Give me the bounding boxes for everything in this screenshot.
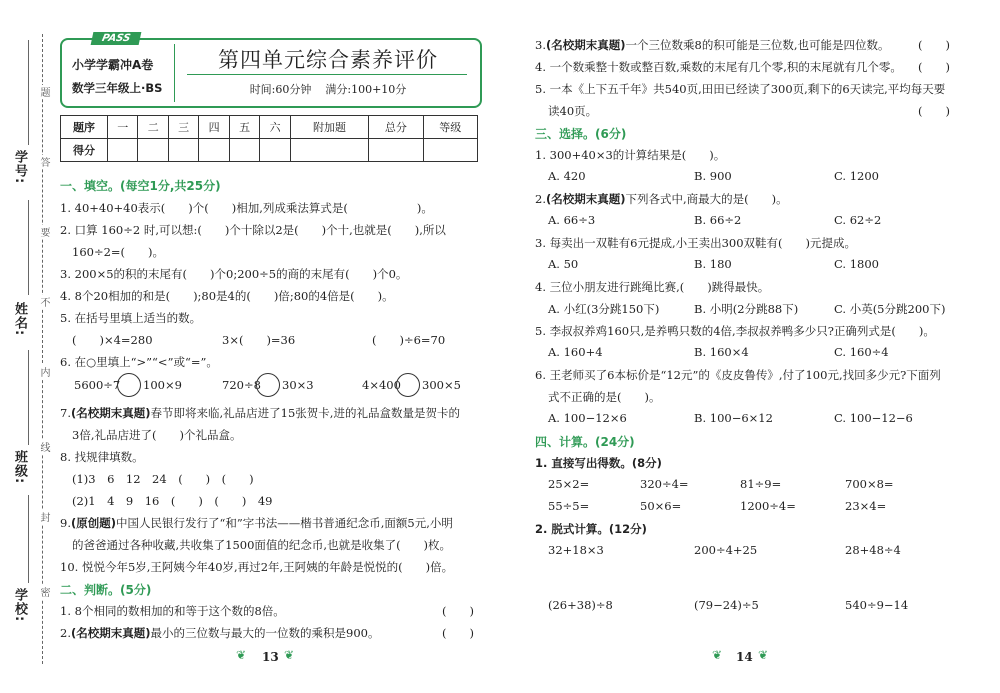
- table-row-label: 得分: [61, 139, 108, 162]
- answer-paren[interactable]: ( ): [442, 626, 474, 640]
- option-a[interactable]: A. 420: [548, 169, 586, 183]
- source-tag: (名校期末真题): [70, 626, 151, 640]
- option-c[interactable]: C. 1200: [834, 169, 879, 183]
- calc-stepwise-heading: 2. 脱式计算。(12分): [535, 522, 647, 536]
- binding-dashed-line: [42, 34, 43, 664]
- question-5b: 3×( )=36: [222, 333, 296, 347]
- header-box: [60, 33, 482, 108]
- question-9-line-1: [60, 515, 453, 531]
- source-tag: (名校期末真题): [70, 406, 151, 420]
- judge-4: 4. 一个数乘整十数或整百数,乘数的末尾有几个零,积的末尾就有几个零。: [535, 60, 902, 74]
- leaf-icon: ❦: [712, 648, 723, 662]
- table-header-cell: 二: [138, 116, 168, 139]
- oral-calc-item: 50×6=: [640, 499, 682, 513]
- score-cell[interactable]: [260, 139, 290, 162]
- judge-1: 1. 8个相同的数相加的和等于这个数的8倍。: [60, 604, 285, 618]
- student-id-field[interactable]: [28, 40, 29, 145]
- seal-char: 答: [38, 157, 49, 167]
- option-c[interactable]: C. 100−12−6: [834, 411, 913, 425]
- answer-paren[interactable]: ( ): [918, 60, 950, 74]
- choice-2: [535, 191, 788, 207]
- stepwise-calc-item: 200÷4+25: [694, 543, 758, 557]
- compare-left: 720÷8: [222, 378, 261, 392]
- leaf-icon: ❦: [284, 648, 295, 662]
- question-1: 1. 40+40+40表示( )个( )相加,列成乘法算式是( )。: [60, 201, 433, 215]
- seal-char: 密: [38, 587, 49, 597]
- option-c[interactable]: C. 160÷4: [834, 345, 889, 359]
- name-label: 姓名:: [12, 302, 27, 337]
- oral-calc-item: 55÷5=: [548, 499, 590, 513]
- score-table: [60, 115, 478, 162]
- question-2-line-1: 2. 口算 160÷2 时,可以想:( )个十除以2是( )个十,也就是( ),所以: [60, 223, 446, 237]
- question-7-line-2: 3倍,礼品店进了( )个礼品盒。: [72, 428, 242, 442]
- section-choice: 三、选择。(6分): [535, 127, 627, 141]
- oral-calc-item: 320÷4=: [640, 477, 689, 491]
- option-b[interactable]: B. 小明(2分跳88下): [694, 302, 799, 316]
- stepwise-calc-item: (26+38)÷8: [548, 598, 613, 612]
- pass-badge: PASS: [91, 32, 142, 45]
- exam-meta: [176, 81, 480, 97]
- option-a[interactable]: A. 50: [548, 257, 579, 271]
- table-header-cell: 总分: [369, 116, 423, 139]
- seal-char: 线: [38, 442, 49, 452]
- seal-char: 要: [38, 227, 49, 237]
- source-tag: (名校期末真题): [545, 192, 626, 206]
- score-cell[interactable]: [168, 139, 198, 162]
- question-number: 2.: [60, 626, 71, 640]
- question-5: 5. 在括号里填上适当的数。: [60, 311, 202, 325]
- answer-paren[interactable]: ( ): [442, 604, 474, 618]
- answer-paren[interactable]: ( ): [918, 104, 950, 118]
- section-calc: 四、计算。(24分): [535, 435, 635, 449]
- choice-4: 4. 三位小朋友进行跳绳比赛,( )跳得最快。: [535, 280, 770, 294]
- calc-direct-heading: 1. 直接写出得数。(8分): [535, 456, 662, 470]
- exam-time: 时间:60分钟: [249, 83, 312, 96]
- compare-circle[interactable]: [256, 373, 280, 397]
- table-header-cell: 三: [168, 116, 198, 139]
- question-7-line-1: [60, 405, 460, 421]
- option-b[interactable]: B. 66÷2: [694, 213, 742, 227]
- oral-calc-item: 25×2=: [548, 477, 590, 491]
- option-b[interactable]: B. 900: [694, 169, 732, 183]
- seal-char: 题: [38, 87, 49, 97]
- compare-left: 5600÷7: [74, 378, 121, 392]
- section-fill-blank: 一、填空。(每空1分,共25分): [60, 179, 221, 193]
- option-a[interactable]: A. 160+4: [548, 345, 603, 359]
- class-field[interactable]: [28, 350, 29, 445]
- question-text: 中国人民银行发行了“和”字书法——楷书普通纪念币,面额5元,小明: [116, 516, 453, 530]
- header-divider: [174, 44, 175, 102]
- compare-left: 4×400: [362, 378, 401, 392]
- compare-circle[interactable]: [117, 373, 141, 397]
- question-text: 最小的三位数与最大的一位数的乘积是900。: [150, 626, 380, 640]
- oral-calc-item: 1200÷4=: [740, 499, 796, 513]
- page-number: 14: [736, 650, 753, 664]
- question-5a: ( )×4=280: [72, 333, 153, 347]
- table-header-cell: 等级: [423, 116, 477, 139]
- page-title: 第四单元综合素养评价: [218, 48, 438, 72]
- question-number: 2.: [535, 192, 546, 206]
- score-cell[interactable]: [138, 139, 168, 162]
- option-b[interactable]: B. 160×4: [694, 345, 749, 359]
- table-header-cell: 六: [260, 116, 290, 139]
- name-field[interactable]: [28, 200, 29, 295]
- question-number: 3.: [535, 38, 546, 52]
- school-field[interactable]: [28, 495, 29, 583]
- question-5c: ( )÷6=70: [372, 333, 446, 347]
- seal-char: 不: [38, 297, 49, 307]
- table-header-cell: 题序: [61, 116, 108, 139]
- table-header-cell: 四: [199, 116, 229, 139]
- option-c[interactable]: C. 1800: [834, 257, 879, 271]
- judge-2: [60, 625, 379, 641]
- stepwise-calc-item: 32+18×3: [548, 543, 604, 557]
- option-a[interactable]: A. 66÷3: [548, 213, 596, 227]
- question-2-line-2: 160÷2=( )。: [72, 245, 165, 259]
- table-header-cell: 五: [229, 116, 259, 139]
- judge-3: [535, 37, 889, 53]
- compare-right: 30×3: [282, 378, 314, 392]
- choice-5: 5. 李叔叔养鸡160只,是养鸭只数的4倍,李叔叔养鸭多少只?正确列式是( )。: [535, 324, 935, 338]
- score-cell[interactable]: [290, 139, 368, 162]
- title-rule: [187, 74, 467, 75]
- answer-paren[interactable]: ( ): [918, 38, 950, 52]
- question-number: 7.: [60, 406, 71, 420]
- question-text: 春节即将来临,礼品店进了15张贺卡,进的礼品盒数量是贺卡的: [150, 406, 460, 420]
- question-9-line-2: 的爸爸通过各种收藏,共收集了1500面值的纪念币,也就是收集了( )枚。: [72, 538, 452, 552]
- source-tag: (名校期末真题): [545, 38, 626, 52]
- score-cell[interactable]: [108, 139, 138, 162]
- option-a[interactable]: A. 100−12×6: [548, 411, 627, 425]
- choice-6-line-1: 6. 王老师买了6本标价是“12元”的《皮皮鲁传》,付了100元,找回多少元?下面列: [535, 368, 941, 382]
- score-cell[interactable]: [423, 139, 477, 162]
- student-id-label: 学号:: [12, 150, 27, 185]
- table-row: [61, 139, 478, 162]
- oral-calc-item: 23×4=: [845, 499, 887, 513]
- judge-5-line-1: 5. 一本《上下五千年》共540页,田田已经读了300页,剩下的6天读完,平均每天要: [535, 82, 946, 96]
- exam-full-score: 满分:100+10分: [325, 83, 407, 96]
- compare-right: 300×5: [422, 378, 461, 392]
- choice-3: 3. 每卖出一双鞋有6元提成,小王卖出300双鞋有( )元提成。: [535, 236, 857, 250]
- choice-6-line-2: 式不正确的是( )。: [548, 390, 661, 404]
- judge-5-line-2: 读40页。: [548, 104, 598, 118]
- seal-char: 内: [38, 367, 49, 377]
- class-label: 班级:: [12, 450, 27, 485]
- oral-calc-item: 81÷9=: [740, 477, 782, 491]
- stepwise-calc-item: 28+48÷4: [845, 543, 901, 557]
- score-cell[interactable]: [199, 139, 229, 162]
- question-8a: (1)3 6 12 24 ( ) ( ): [72, 472, 254, 486]
- stepwise-calc-item: (79−24)÷5: [694, 598, 759, 612]
- question-10: 10. 悦悦今年5岁,王阿姨今年40岁,再过2年,王阿姨的年龄是悦悦的( )倍。: [60, 560, 454, 574]
- source-tag: (原创题): [70, 516, 116, 530]
- brand-name: 小学学霸冲A卷: [72, 58, 154, 72]
- table-header-cell: 一: [108, 116, 138, 139]
- section-judge: 二、判断。(5分): [60, 583, 152, 597]
- table-header-cell: 附加题: [290, 116, 368, 139]
- leaf-icon: ❦: [236, 648, 247, 662]
- stepwise-calc-item: 540÷9−14: [845, 598, 909, 612]
- table-row: [61, 116, 478, 139]
- oral-calc-item: 700×8=: [845, 477, 894, 491]
- question-4: 4. 8个20相加的和是( );80是4的( )倍;80的4倍是( )。: [60, 289, 394, 303]
- option-a[interactable]: A. 小红(3分跳150下): [548, 302, 660, 316]
- compare-circle[interactable]: [396, 373, 420, 397]
- option-b[interactable]: B. 180: [694, 257, 732, 271]
- question-6: 6. 在○里填上“>”“<”或“=”。: [60, 355, 218, 369]
- seal-char: 封: [38, 512, 49, 522]
- question-text: 下列各式中,商最大的是( )。: [625, 192, 788, 206]
- score-cell[interactable]: [229, 139, 259, 162]
- compare-right: 100×9: [143, 378, 182, 392]
- leaf-icon: ❦: [758, 648, 769, 662]
- question-8b: (2)1 4 9 16 ( ) ( ) 49: [72, 494, 273, 508]
- question-8: 8. 找规律填数。: [60, 450, 144, 464]
- page-number: 13: [262, 650, 279, 664]
- question-number: 9.: [60, 516, 71, 530]
- question-text: 一个三位数乘8的积可能是三位数,也可能是四位数。: [625, 38, 890, 52]
- score-cell[interactable]: [369, 139, 423, 162]
- choice-1: 1. 300+40×3的计算结果是( )。: [535, 148, 726, 162]
- option-b[interactable]: B. 100−6×12: [694, 411, 773, 425]
- school-label: 学校:: [12, 588, 27, 623]
- grade-label: 数学三年级上·BS: [72, 81, 163, 95]
- question-3: 3. 200×5的积的末尾有( )个0;200÷5的商的末尾有( )个0。: [60, 267, 408, 281]
- option-c[interactable]: C. 62÷2: [834, 213, 882, 227]
- option-c[interactable]: C. 小英(5分跳200下): [834, 302, 946, 316]
